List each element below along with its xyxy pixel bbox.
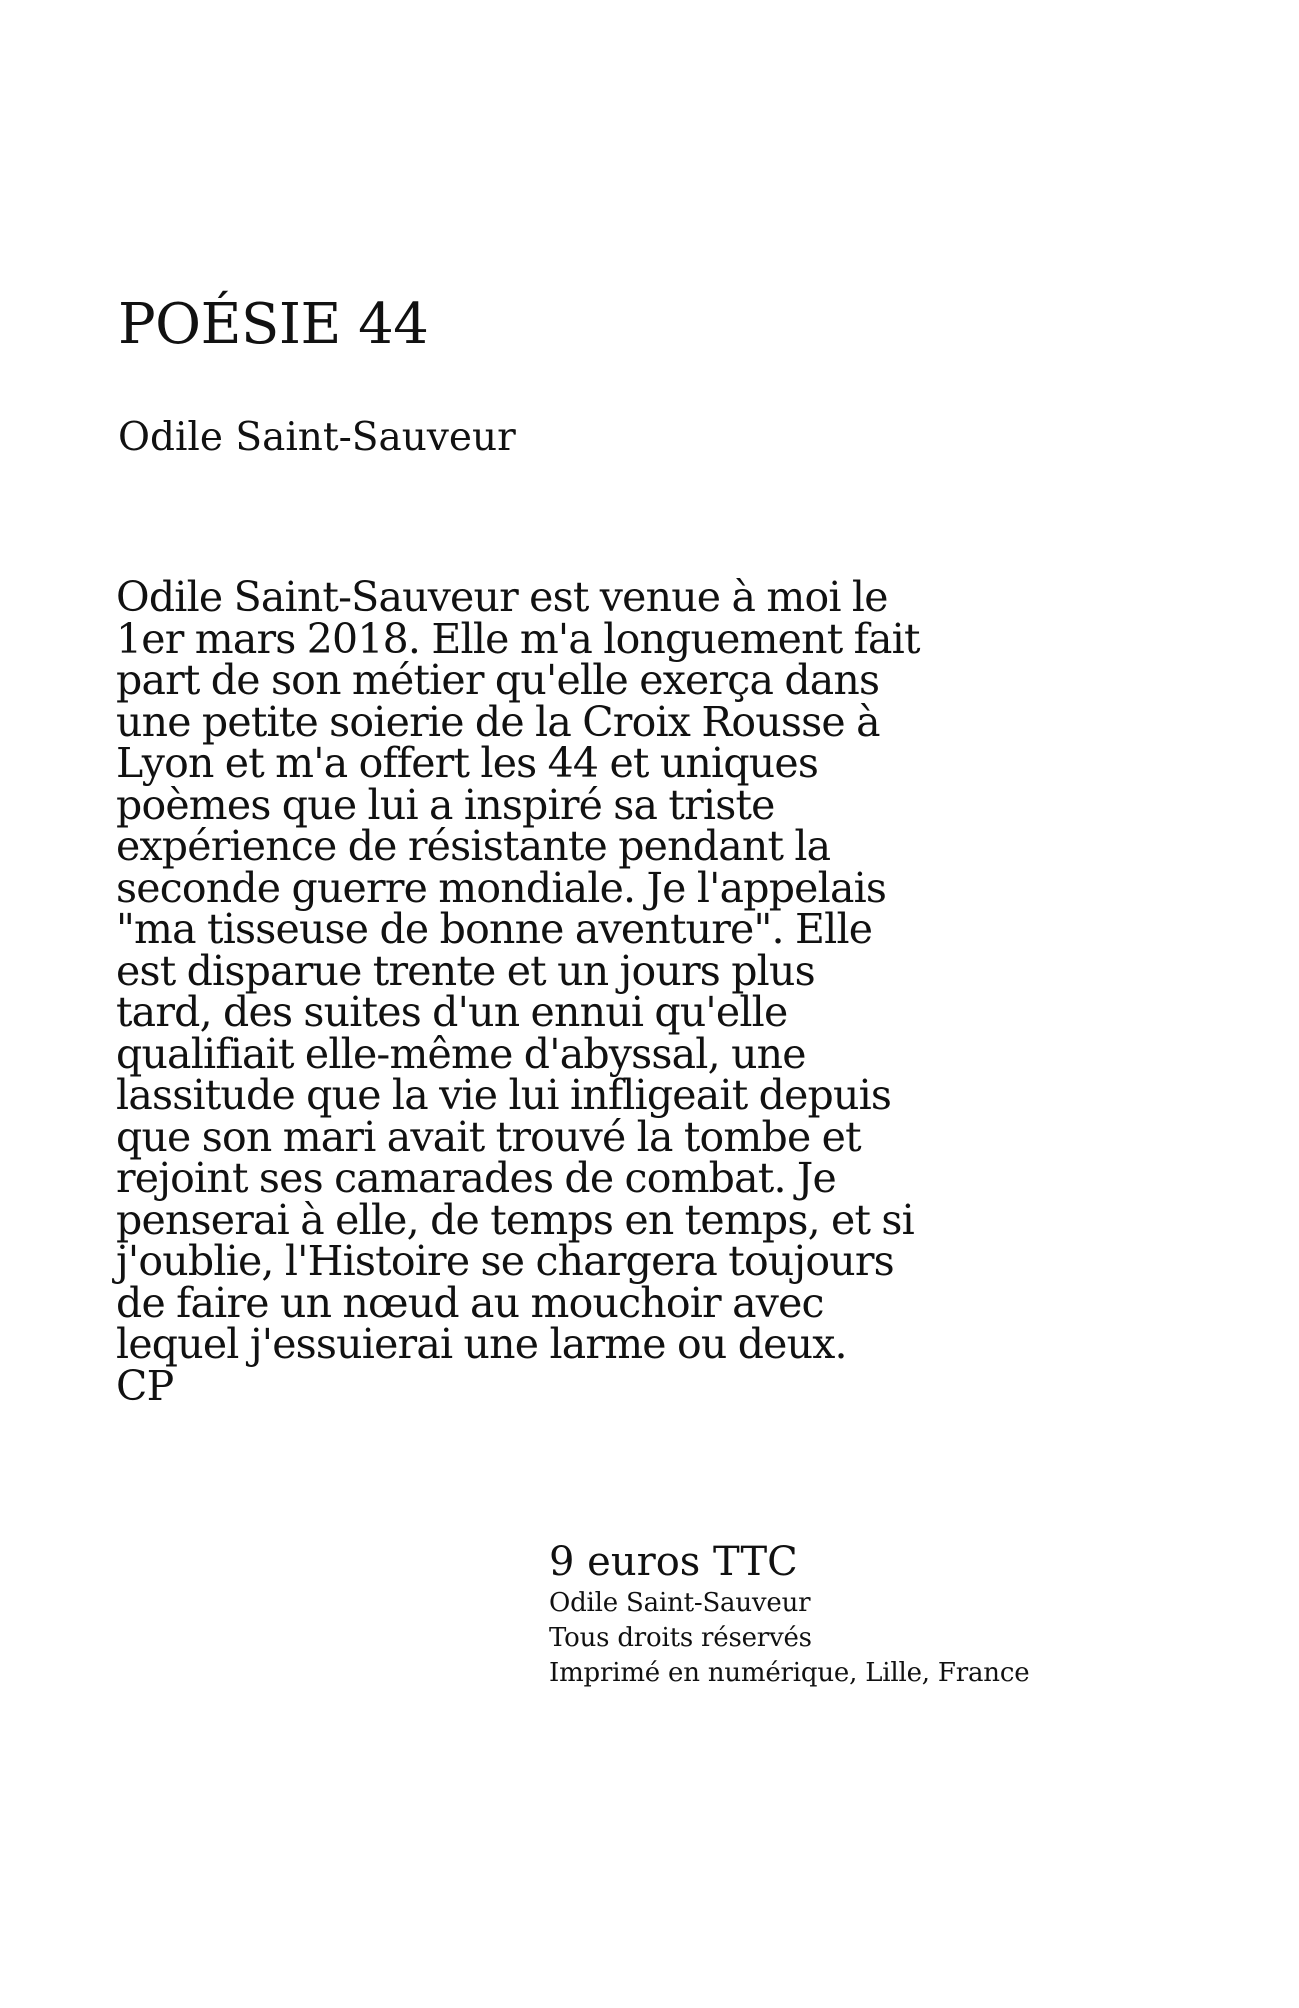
blurb-line: que son mari avait trouvé la tombe et bbox=[116, 1112, 861, 1161]
blurb-line: Lyon et m'a offert les 44 et uniques bbox=[116, 739, 819, 787]
blurb-line: "ma tisseuse de bonne aventure". Elle bbox=[116, 905, 873, 953]
blurb-line: 1er mars 2018. Elle m'a longuement fait bbox=[116, 614, 920, 663]
rights-notice: Tous droits réservés bbox=[549, 1623, 812, 1653]
back-cover-blurb bbox=[116, 573, 976, 1410]
blurb-line: tard, des suites d'un ennui qu'elle bbox=[116, 988, 788, 1036]
author-name: Odile Saint-Sauveur bbox=[118, 415, 516, 460]
blurb-line: lassitude que la vie lui infligeait depuis bbox=[116, 1071, 892, 1119]
blurb-line: expérience de résistante pendant la bbox=[116, 822, 831, 870]
blurb-line: est disparue trente et un jours plus bbox=[116, 946, 815, 995]
blurb-line: qualifiait elle-même d'abyssal, une bbox=[116, 1029, 806, 1078]
blurb-line: de faire un nœud au mouchoir avec bbox=[116, 1278, 824, 1327]
blurb-line: une petite soierie de la Croix Rousse à bbox=[116, 697, 880, 746]
blurb-line: poèmes que lui a inspiré sa triste bbox=[116, 780, 775, 829]
blurb-line: part de son métier qu'elle exerça dans bbox=[116, 656, 880, 704]
printing-info: Imprimé en numérique, Lille, France bbox=[549, 1658, 1030, 1688]
blurb-line: lequel j'essuierai une larme ou deux. bbox=[116, 1320, 847, 1368]
blurb-line: j'oublie, l'Histoire se chargera toujours bbox=[116, 1237, 894, 1285]
blurb-signature: CP bbox=[116, 1361, 174, 1410]
blurb-line: Odile Saint-Sauveur est venue à moi le bbox=[116, 573, 888, 621]
price: 9 euros TTC bbox=[549, 1539, 798, 1585]
blurb-line: rejoint ses camarades de combat. Je bbox=[116, 1154, 837, 1202]
colophon-author: Odile Saint-Sauveur bbox=[549, 1588, 811, 1618]
colophon bbox=[549, 1538, 1029, 1691]
book-title: POÉSIE 44 bbox=[118, 292, 429, 357]
blurb-line: seconde guerre mondiale. Je l'appelais bbox=[116, 863, 887, 912]
blurb-line: penserai à elle, de temps en temps, et si bbox=[116, 1195, 914, 1244]
